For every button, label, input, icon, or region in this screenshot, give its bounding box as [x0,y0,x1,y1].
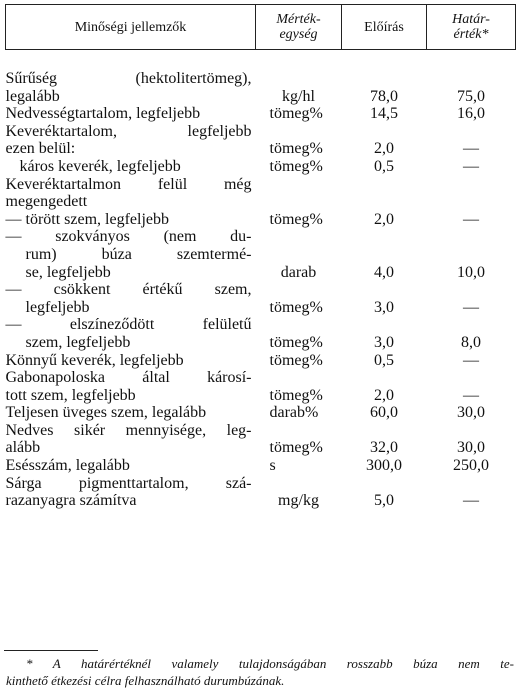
characteristic-line: rum) búza szemtermé- [25,245,252,263]
table-row [6,369,516,404]
footnote-line-2: kinthető étkezési célra felhasználható durumbúzának. [6,673,285,688]
characteristic-line: megengedett [5,193,88,211]
header-unit-line2: egység [279,27,318,42]
cell-limit: 250,0 [453,457,489,475]
cell-characteristic [6,281,256,316]
cell-requirement: 300,0 [366,457,402,475]
cell-limit: — [463,351,479,369]
cell-limit: 30,0 [457,439,485,457]
quality-spec-table [5,4,516,510]
cell-characteristic [6,457,256,475]
cell-limit: 8,0 [461,333,481,351]
cell-unit: tömeg% [269,351,323,369]
characteristic-line: Esésszám, legalább [5,457,130,475]
cell-characteristic [6,422,256,457]
characteristic-line: Keveréktartalmon felül még [5,175,252,193]
cell-limit: 75,0 [457,87,485,105]
header-limit-line2: érték* [453,27,489,42]
characteristic-line: Sárga pigmenttartalom, szá- [5,474,252,492]
footnote-line-1: * A határértéknél valamely tulajdonságában rosszabb búza nem te- [26,656,514,671]
cell-unit: darab% [269,404,319,422]
characteristic-line: — elszíneződött felületű [5,316,252,334]
cell-requirement: 4,0 [374,263,394,281]
cell-limit: 30,0 [457,404,485,422]
characteristic-line: — szokványos (nem du- [5,228,252,246]
characteristic-line: káros keverék, legfeljebb [19,157,181,175]
cell-characteristic [6,316,256,351]
table-row [6,176,516,211]
table-row [6,281,516,316]
characteristic-line: Könnyű keverék, legfeljebb [5,351,184,369]
table-row [6,211,516,229]
cell-limit [427,176,516,211]
cell-characteristic [6,105,256,123]
cell-characteristic [6,369,256,404]
cell-requirement: 60,0 [370,404,398,422]
characteristic-line: legfeljebb [25,298,90,316]
cell-requirement: 3,0 [374,298,394,316]
cell-unit: tömeg% [269,439,323,457]
cell-unit: tömeg% [269,333,323,351]
header-unit-line1: Mérték- [276,12,321,27]
cell-requirement: 5,0 [374,492,394,510]
header-requirement: Előírás [342,5,427,50]
cell-requirement: 3,0 [374,333,394,351]
table-body [6,50,516,510]
characteristic-line: razanyagra számítva [5,492,137,510]
cell-unit: mg/kg [278,492,319,510]
cell-unit: tömeg% [269,157,323,175]
characteristic-line: se, legfeljebb [25,263,111,281]
cell-unit: tömeg% [269,386,323,404]
characteristic-line: Teljesen üveges szem, legalább [5,404,207,422]
cell-characteristic [6,404,256,422]
cell-unit: tömeg% [269,210,323,228]
cell-unit [256,176,342,211]
characteristic-line: — törött szem, legfeljebb [5,210,170,228]
cell-characteristic [6,475,256,510]
table-row [6,105,516,123]
cell-requirement: 0,5 [374,351,394,369]
cell-unit: darab [280,263,317,281]
cell-requirement: 14,5 [370,105,398,123]
characteristic-line: tott szem, legfeljebb [5,386,136,404]
table-row [6,422,516,457]
cell-limit: 10,0 [457,263,485,281]
cell-unit: s [269,457,276,475]
cell-limit: 16,0 [457,105,485,123]
cell-requirement: 32,0 [370,439,398,457]
cell-characteristic [6,176,256,211]
characteristic-line: szem, legfeljebb [25,333,131,351]
table-row [6,404,516,422]
header-limit-line1: Határ- [452,12,490,27]
cell-requirement: 2,0 [374,210,394,228]
cell-limit: — [463,298,479,316]
cell-requirement: 2,0 [374,386,394,404]
cell-characteristic [6,158,256,176]
cell-unit: kg/hl [282,87,315,105]
characteristic-line: legalább [5,87,60,105]
cell-unit: tömeg% [269,140,323,158]
cell-unit: tömeg% [269,105,323,123]
table-row [6,457,516,475]
table-row [6,475,516,510]
characteristic-line: alább [5,439,41,457]
table-header [6,5,516,50]
cell-requirement: 0,5 [374,157,394,175]
table-row [6,50,516,106]
header-limit [427,5,516,50]
cell-unit: tömeg% [269,298,323,316]
characteristic-line: Sűrűség (hektolitertömeg), [5,70,252,87]
cell-requirement [342,176,427,211]
characteristic-line: Keveréktartalom, legfeljebb [5,122,252,140]
characteristic-line: Gabonapoloska által károsí- [5,369,252,387]
cell-limit: — [463,386,479,404]
characteristic-line: Nedves sikér mennyisége, leg- [5,421,252,439]
header-characteristic: Minőségi jellemzők [6,5,256,50]
table-row [6,158,516,176]
cell-limit: — [463,157,479,175]
cell-requirement: 2,0 [374,140,394,158]
table-row [6,228,516,281]
table-row [6,352,516,370]
cell-requirement: 78,0 [370,87,398,105]
footnote-divider [4,650,98,651]
characteristic-line: Nedvességtartalom, legfeljebb [5,105,201,123]
cell-characteristic [6,123,256,158]
cell-characteristic [6,211,256,229]
cell-characteristic [6,50,256,106]
characteristic-line: — csökkent értékű szem, [5,281,252,299]
cell-limit: — [463,492,479,510]
characteristic-line: ezen belül: [5,140,76,158]
cell-characteristic [6,228,256,281]
table-row [6,316,516,351]
header-unit [256,5,342,50]
footnote [6,655,514,689]
cell-limit: — [463,140,479,158]
cell-characteristic [6,352,256,370]
cell-limit: — [463,210,479,228]
table-row [6,123,516,158]
